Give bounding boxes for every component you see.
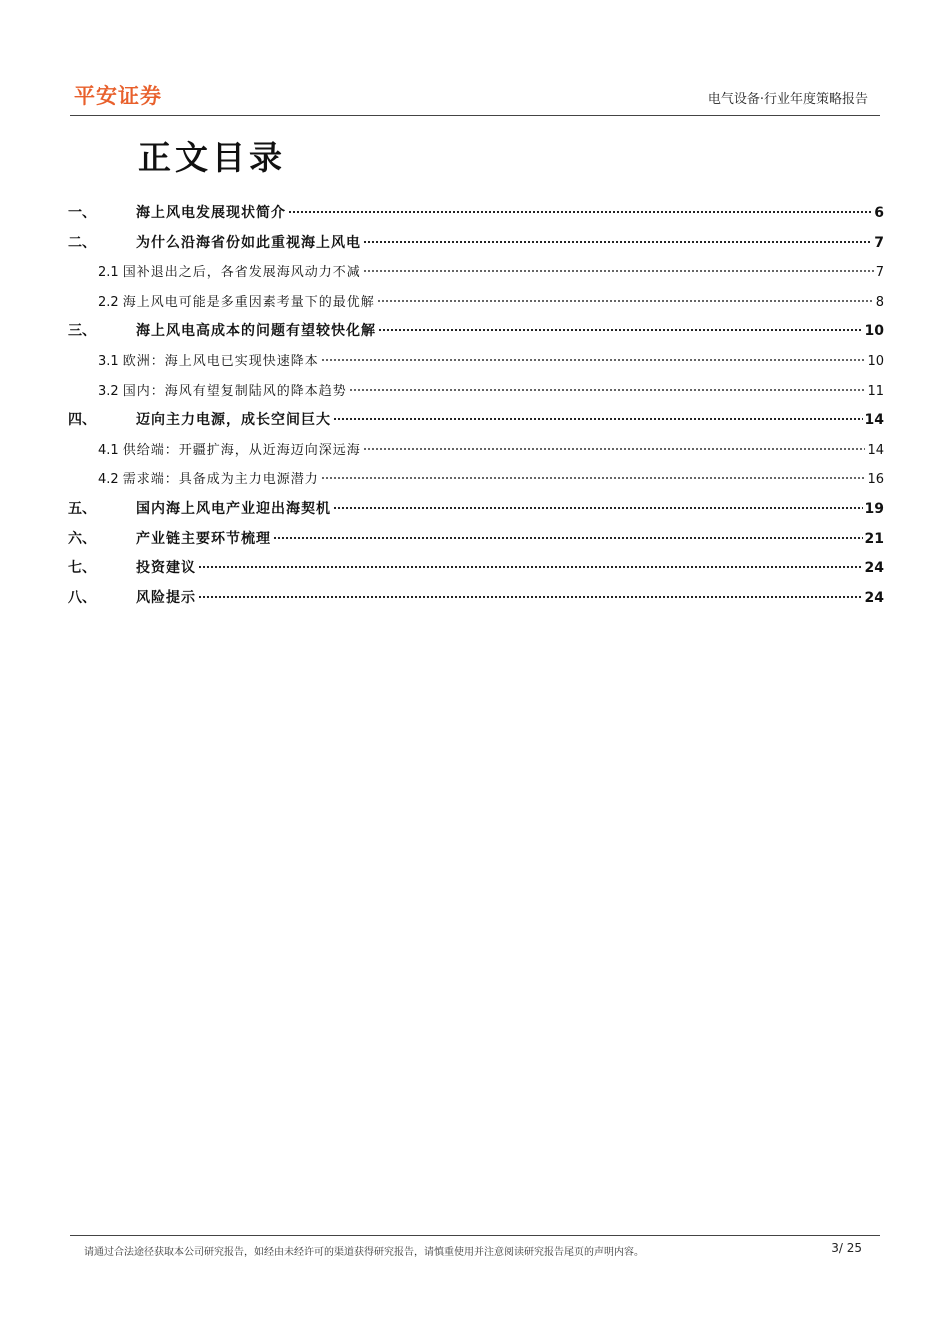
toc-entry[interactable]: [68, 198, 884, 228]
toc-page: 10: [867, 353, 884, 369]
dot-leader: [288, 210, 872, 214]
toc-entry[interactable]: [68, 435, 884, 465]
toc-label: 国补退出之后，各省发展海风动力不减: [122, 265, 361, 281]
toc-label: 海上风电可能是多重因素考量下的最优解: [122, 294, 375, 310]
toc-page: 11: [867, 383, 884, 399]
dot-leader: [378, 328, 863, 332]
toc-entry[interactable]: [68, 524, 884, 554]
dot-leader: [363, 269, 874, 273]
dot-leader: [363, 240, 872, 244]
toc-number: 4.2: [98, 472, 119, 488]
dot-leader: [333, 506, 863, 510]
toc-page: 19: [864, 500, 884, 517]
table-of-contents: [68, 198, 884, 612]
toc-page: 6: [874, 205, 884, 221]
dot-leader: [333, 417, 863, 421]
footer-divider: [70, 1235, 880, 1236]
toc-number: 三、: [68, 323, 96, 340]
toc-page: 21: [864, 530, 884, 547]
toc-number: 2.2: [98, 294, 119, 310]
toc-number: 八、: [68, 589, 96, 606]
page-counter: 3/ 25: [831, 1241, 862, 1255]
toc-entry[interactable]: [68, 346, 884, 376]
toc-number: 3.2: [98, 383, 119, 399]
dot-leader: [377, 299, 874, 303]
toc-entry[interactable]: [68, 228, 884, 258]
toc-entry[interactable]: [68, 316, 884, 346]
toc-number: 4.1: [98, 442, 119, 458]
toc-entry[interactable]: [68, 405, 884, 435]
toc-label: 国内海上风电产业迎出海契机: [136, 500, 331, 517]
toc-number: 2.1: [98, 265, 119, 281]
toc-label: 海上风电高成本的问题有望较快化解: [136, 323, 376, 340]
dot-leader: [198, 565, 863, 569]
dot-leader: [349, 388, 866, 392]
toc-number: 二、: [68, 234, 96, 251]
toc-label: 国内：海风有望复制陆风的降本趋势: [122, 383, 347, 399]
toc-entry[interactable]: [68, 553, 884, 583]
brand-logo: 平安证券: [74, 84, 162, 108]
dot-leader: [363, 447, 866, 451]
toc-number: 七、: [68, 560, 96, 577]
toc-label: 风险提示: [136, 589, 196, 606]
header-divider: [70, 115, 880, 116]
toc-page: 16: [867, 472, 884, 488]
toc-entry[interactable]: [68, 583, 884, 613]
toc-entry[interactable]: [68, 376, 884, 406]
toc-number: 六、: [68, 530, 96, 547]
dot-leader: [321, 358, 866, 362]
toc-entry[interactable]: [68, 287, 884, 317]
dot-leader: [273, 536, 863, 540]
toc-entry[interactable]: [68, 494, 884, 524]
toc-page: 7: [875, 265, 884, 281]
page-title: 正文目录: [138, 138, 286, 177]
toc-page: 14: [867, 442, 884, 458]
footer-disclaimer: 请通过合法途径获取本公司研究报告，如经由未经许可的渠道获得研究报告，请慎重使用并注意阅读研究报告尾页的声明内容。: [84, 1247, 644, 1258]
toc-label: 供给端：开疆扩海，从近海迈向深远海: [122, 442, 361, 458]
toc-label: 产业链主要环节梳理: [136, 530, 271, 547]
toc-page: 24: [864, 560, 884, 577]
dot-leader: [198, 595, 863, 599]
toc-page: 10: [864, 323, 884, 340]
dot-leader: [321, 476, 866, 480]
toc-page: 7: [874, 234, 884, 251]
toc-label: 需求端：具备成为主力电源潜力: [122, 472, 319, 488]
toc-label: 海上风电发展现状简介: [136, 205, 286, 221]
toc-entry[interactable]: [68, 257, 884, 287]
toc-page: 8: [875, 294, 884, 310]
toc-page: 14: [864, 412, 884, 429]
toc-label: 为什么沿海省份如此重视海上风电: [136, 234, 361, 251]
toc-entry[interactable]: [68, 464, 884, 494]
toc-number: 3.1: [98, 353, 119, 369]
toc-page: 24: [864, 589, 884, 606]
report-type: 电气设备·行业年度策略报告: [707, 92, 868, 107]
toc-number: 一、: [68, 205, 96, 221]
toc-label: 投资建议: [136, 560, 196, 577]
toc-label: 迈向主力电源，成长空间巨大: [136, 412, 331, 429]
toc-number: 五、: [68, 500, 96, 517]
toc-number: 四、: [68, 412, 96, 429]
toc-label: 欧洲：海上风电已实现快速降本: [122, 353, 319, 369]
